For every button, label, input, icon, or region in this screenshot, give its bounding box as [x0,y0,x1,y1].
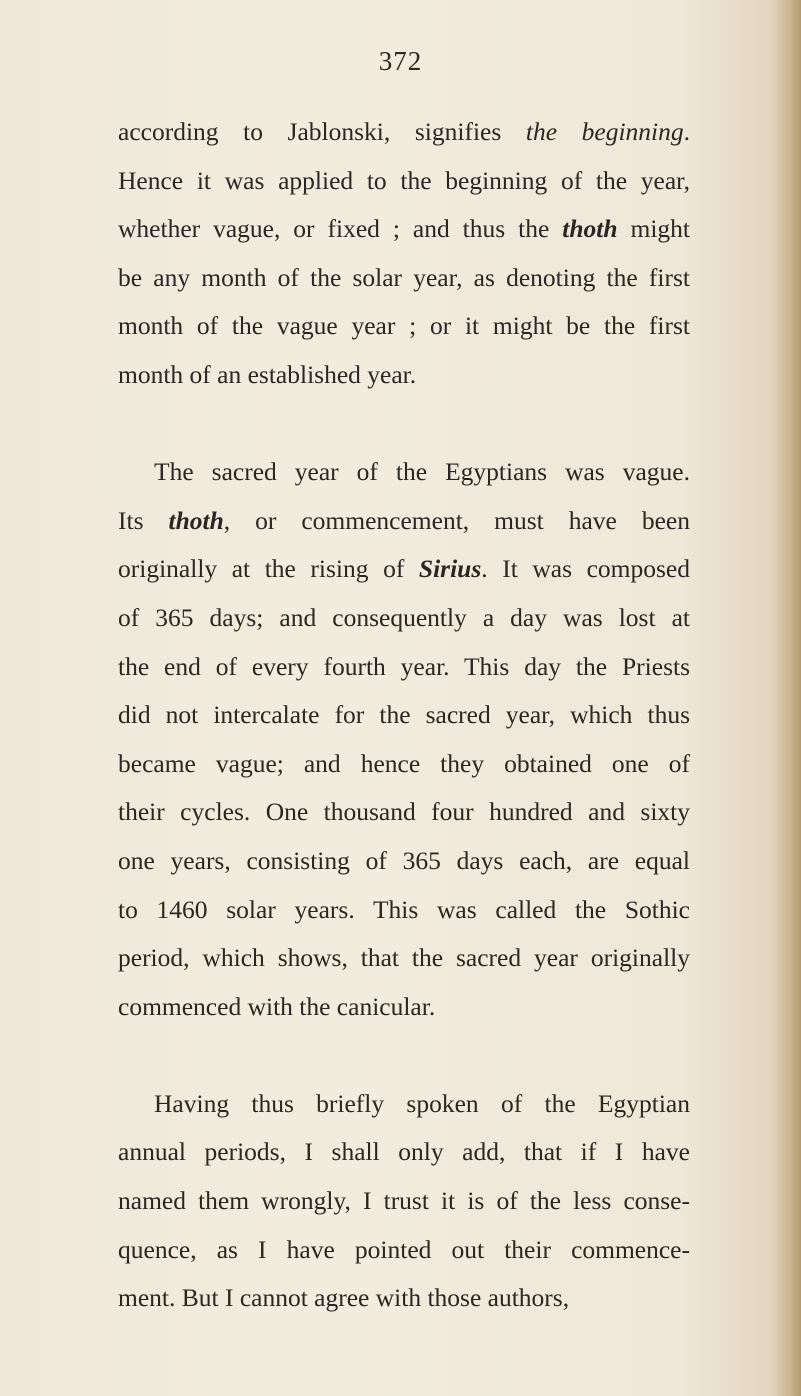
text-line: one years, consisting of 365 days each, are equal [118,845,690,875]
paragraph-gap [118,400,690,449]
italic-term: thoth [562,214,618,244]
paragraph [118,1080,690,1323]
text-line: of 365 days; and consequently a day was lost at [118,602,690,632]
text-line: according to Jablonski, signifies the beginning. [118,117,690,146]
text-line: ment. But I cannot agree with those authors, [118,1283,570,1313]
text-line: quence, as I have pointed out their commence- [118,1234,690,1264]
text-line: originally at the rising of Sirius. It was composed [118,554,690,584]
paragraph [118,448,690,1031]
page-edge-shadow [773,0,801,1396]
italic-term: thoth [168,505,224,535]
page-number: 372 [378,46,423,76]
text-line: period, which shows, that the sacred year originally [118,943,690,973]
text-line: month of the vague year ; or it might be the first [118,311,690,341]
text-line: named them wrongly, I trust it is of the less conse- [118,1186,690,1216]
paragraph-gap [118,1031,690,1080]
text-line: did not intercalate for the sacred year, which thus [118,700,690,730]
text-line: the end of every fourth year. This day the Priests [118,651,690,681]
paragraph [118,108,690,400]
text-line: Its thoth, or commencement, must have been [118,505,690,535]
body-text [118,108,690,1323]
text-line: month of an established year. [118,359,417,389]
text-line: became vague; and hence they obtained one of [118,748,690,778]
text-line: annual periods, I shall only add, that if I have [118,1137,690,1167]
italic-term: the beginning [525,117,684,146]
text-line: whether vague, or fixed ; and thus the thoth might [118,214,690,244]
italic-term: Sirius [418,554,482,584]
text-line: their cycles. One thousand four hundred and sixty [118,797,690,827]
text-line: Hence it was applied to the beginning of the year, [118,165,690,195]
text-line: to 1460 solar years. This was called the Sothic [118,894,690,924]
text-line: commenced with the canicular. [118,991,436,1021]
text-line: Having thus briefly spoken of the Egyptian [154,1088,690,1118]
text-line: be any month of the solar year, as denoting the first [118,262,690,292]
text-line: The sacred year of the Egyptians was vague. [154,457,690,487]
